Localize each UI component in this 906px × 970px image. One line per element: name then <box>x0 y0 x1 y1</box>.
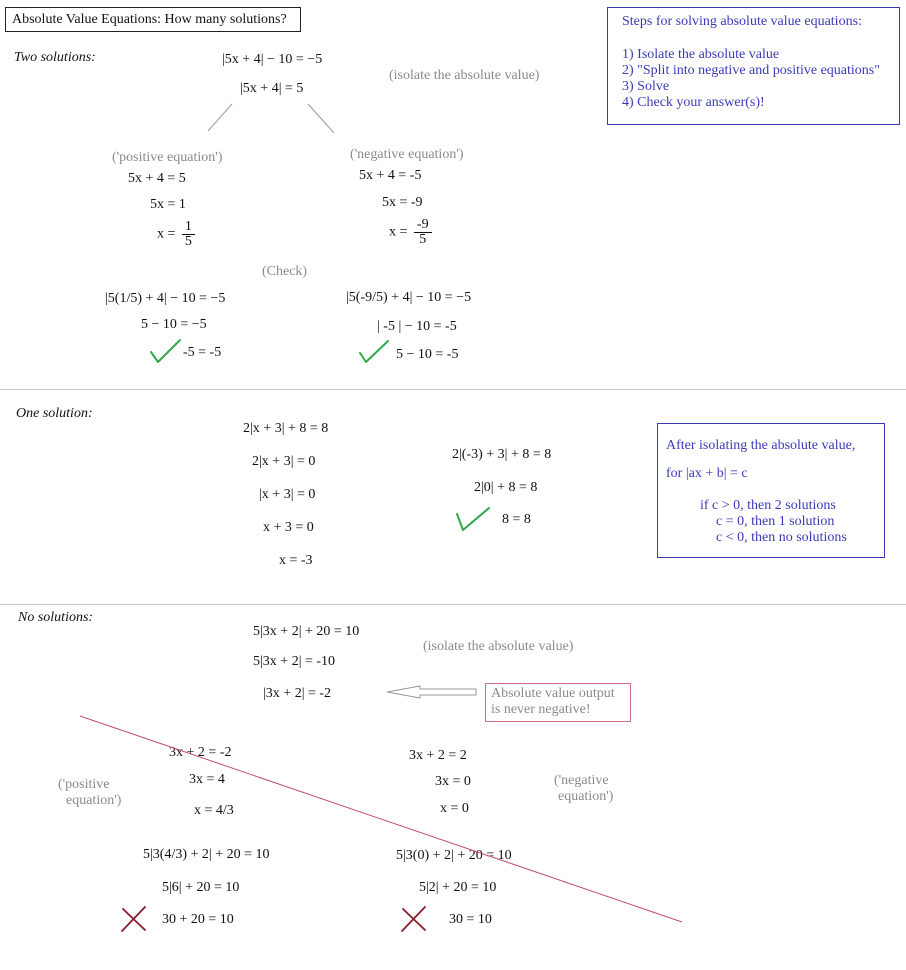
two-neg-step1: 5x + 4 = -5 <box>359 168 422 183</box>
cross-mark-icon <box>122 907 145 931</box>
one-check-2: 2|0| + 8 = 8 <box>474 480 538 495</box>
two-eq2: |5x + 4| = 5 <box>240 81 304 96</box>
one-step-4: x + 3 = 0 <box>263 520 314 535</box>
branch-line-right <box>308 104 334 133</box>
two-check-pos-1: |5(1/5) + 4| − 10 = −5 <box>105 291 226 306</box>
rule-line-5: c < 0, then no solutions <box>716 530 847 545</box>
two-pos-fraction: $\frac{1}{5}$ <box>182 220 195 249</box>
hollow-arrow-icon <box>387 686 476 698</box>
none-check-neg-3: 30 = 10 <box>449 912 492 927</box>
step-1: 1) Isolate the absolute value <box>622 47 780 62</box>
none-pos-1: 3x + 2 = -2 <box>169 745 232 760</box>
two-check-label: (Check) <box>262 264 308 279</box>
one-step-2: 2|x + 3| = 0 <box>252 454 316 469</box>
none-check-pos-3: 30 + 20 = 10 <box>162 912 234 927</box>
two-eq1: |5x + 4| − 10 = −5 <box>222 52 323 67</box>
none-isolate-note: (isolate the absolute value) <box>423 639 574 654</box>
one-step-1: 2|x + 3| + 8 = 8 <box>243 421 329 436</box>
cross-mark-icon <box>402 907 425 931</box>
two-check-neg-3: 5 − 10 = -5 <box>396 347 459 362</box>
two-neg-fraction: $\frac{-9}{5}$ <box>414 218 432 247</box>
two-pos-step1: 5x + 4 = 5 <box>128 171 186 186</box>
none-neg-label-2: equation') <box>558 789 614 804</box>
rule-line-1: After isolating the absolute value, <box>666 438 856 453</box>
strike-through-line <box>80 716 682 922</box>
none-step-3: |3x + 2| = -2 <box>263 686 332 701</box>
two-check-neg-2: | -5 | − 10 = -5 <box>377 319 457 334</box>
none-neg-label-1: ('negative <box>554 773 609 788</box>
two-check-pos-2: 5 − 10 = −5 <box>141 317 207 332</box>
rule-line-4: c = 0, then 1 solution <box>716 514 835 529</box>
none-pos-2: 3x = 4 <box>189 772 225 787</box>
none-check-neg-1: 5|3(0) + 2| + 20 = 10 <box>396 848 512 863</box>
none-pos-3: x = 4/3 <box>194 803 234 818</box>
one-step-3: |x + 3| = 0 <box>259 487 316 502</box>
steps-heading: Steps for solving absolute value equations: <box>622 14 862 29</box>
none-pos-label-2: equation') <box>66 793 122 808</box>
two-pos-label: ('positive equation') <box>112 150 223 165</box>
one-check-3: 8 = 8 <box>502 512 531 527</box>
two-pos-x: x = <box>157 226 179 242</box>
two-neg-label: ('negative equation') <box>350 147 464 162</box>
checkmark-icon <box>151 340 180 362</box>
section-label-two: Two solutions: <box>14 50 96 65</box>
two-neg-x: x = <box>389 224 411 240</box>
step-3: 3) Solve <box>622 79 670 94</box>
none-neg-2: 3x = 0 <box>435 774 471 789</box>
checkmark-icon <box>360 341 388 362</box>
checkmark-icon <box>457 508 489 530</box>
none-pos-label-1: ('positive <box>58 777 110 792</box>
two-isolate-note: (isolate the absolute value) <box>389 68 540 83</box>
two-check-neg-1: |5(-9/5) + 4| − 10 = −5 <box>346 290 472 305</box>
none-check-pos-2: 5|6| + 20 = 10 <box>162 880 240 895</box>
one-step-5: x = -3 <box>279 553 313 568</box>
rule-line-2: for |ax + b| = c <box>666 466 748 481</box>
rule-line-3: if c > 0, then 2 solutions <box>700 498 836 513</box>
two-check-pos-3: -5 = -5 <box>183 345 222 360</box>
callout-line-2: is never negative! <box>491 702 591 717</box>
branch-line-left <box>208 104 232 131</box>
step-2: 2) "Split into negative and positive equations" <box>622 63 880 78</box>
two-pos-step2: 5x = 1 <box>150 197 186 212</box>
none-neg-3: x = 0 <box>440 801 469 816</box>
two-neg-step2: 5x = -9 <box>382 195 423 210</box>
none-step-1: 5|3x + 2| + 20 = 10 <box>253 624 360 639</box>
none-check-pos-1: 5|3(4/3) + 2| + 20 = 10 <box>143 847 270 862</box>
section-label-none: No solutions: <box>18 610 94 625</box>
section-label-one: One solution: <box>16 406 93 421</box>
one-check-1: 2|(-3) + 3| + 8 = 8 <box>452 447 552 462</box>
none-step-2: 5|3x + 2| = -10 <box>253 654 336 669</box>
callout-line-1: Absolute value output <box>491 686 615 701</box>
none-neg-1: 3x + 2 = 2 <box>409 748 467 763</box>
none-check-neg-2: 5|2| + 20 = 10 <box>419 880 497 895</box>
step-4: 4) Check your answer(s)! <box>622 95 765 110</box>
page-title: Absolute Value Equations: How many solutions? <box>12 12 287 27</box>
